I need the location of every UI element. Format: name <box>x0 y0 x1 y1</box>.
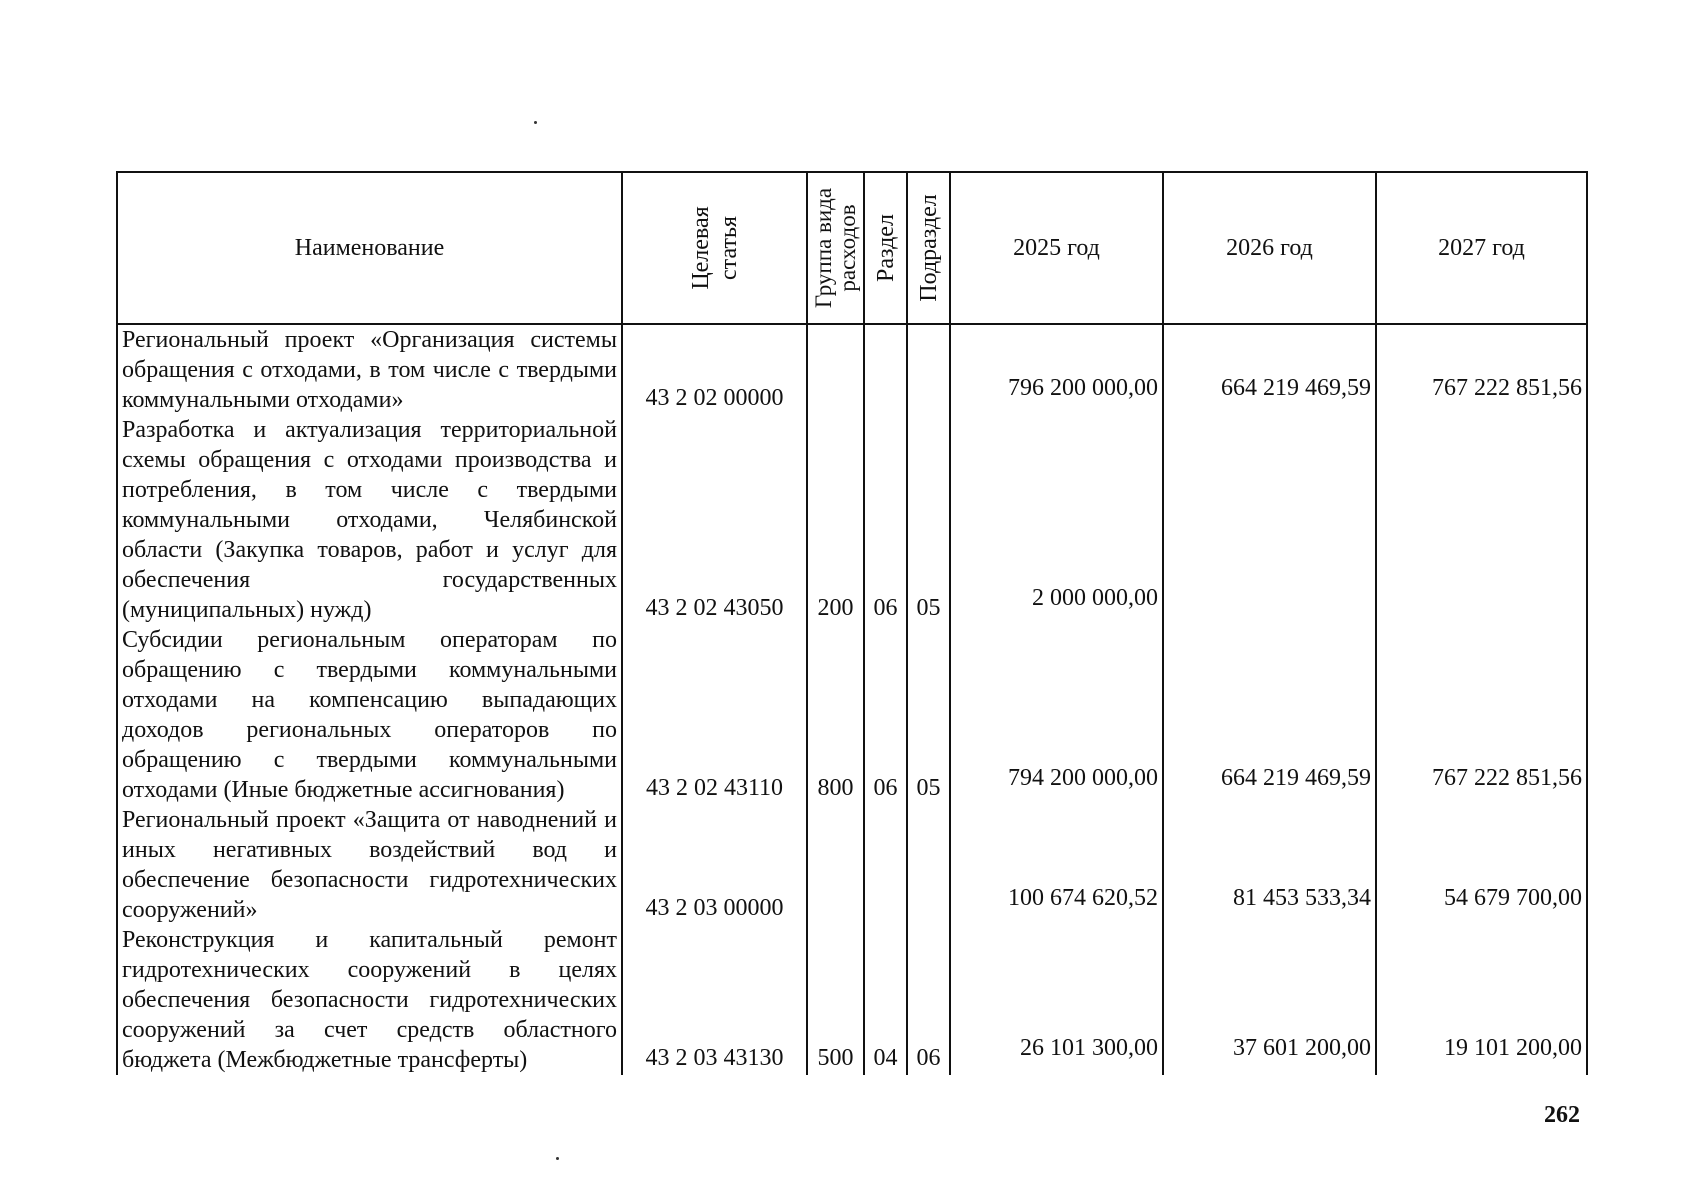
row-amount-2027: 767 222 851,56 <box>1376 324 1587 415</box>
row-amount-2026: 81 453 533,34 <box>1163 805 1376 925</box>
row-amount-2027 <box>1376 415 1587 625</box>
row-amount-2027: 54 679 700,00 <box>1376 805 1587 925</box>
header-name: Наименование <box>117 172 622 324</box>
row-name: Разработка и актуализация территориальной схемы обращения с отходами производства и потребления, в том числе с твердыми коммунальными отходами, Челябинской области (Закупка товаров, работ и услуг для обеспечения государственных (муниципальных) нужд) <box>117 415 622 625</box>
page-number: 262 <box>1544 1102 1580 1128</box>
row-amount-2025: 26 101 300,00 <box>950 925 1163 1075</box>
row-subsection <box>907 805 950 925</box>
row-amount-2026 <box>1163 415 1376 625</box>
header-year-2026: 2026 год <box>1163 172 1376 324</box>
row-target-article: 43 2 03 43130 <box>622 925 807 1075</box>
row-subsection: 06 <box>907 925 950 1075</box>
header-target-article: Целевая статья <box>622 172 807 324</box>
row-name: Региональный проект «Защита от наводнений и иных негативных воздействий вод и обеспечение безопасности гидротехнических сооружений» <box>117 805 622 925</box>
row-name: Реконструкция и капитальный ремонт гидротехнических сооружений в целях обеспечения безопасности гидротехнических сооружений за счет средств областного бюджета (Межбюджетные трансферты) <box>117 925 622 1075</box>
header-subsection: Подраздел <box>907 172 950 324</box>
row-amount-2026: 664 219 469,59 <box>1163 324 1376 415</box>
header-year-2027: 2027 год <box>1376 172 1587 324</box>
row-section: 06 <box>864 625 907 805</box>
table-row <box>117 415 1587 625</box>
row-amount-2026: 37 601 200,00 <box>1163 925 1376 1075</box>
row-section <box>864 805 907 925</box>
table-row <box>117 805 1587 925</box>
row-name: Региональный проект «Организация системы обращения с отходами, в том числе с твердыми коммунальными отходами» <box>117 324 622 415</box>
table-header <box>117 172 1587 324</box>
row-subsection <box>907 324 950 415</box>
row-section: 04 <box>864 925 907 1075</box>
table-row <box>117 324 1587 415</box>
row-expense-group <box>807 324 864 415</box>
row-amount-2025: 2 000 000,00 <box>950 415 1163 625</box>
row-amount-2025: 796 200 000,00 <box>950 324 1163 415</box>
row-target-article: 43 2 03 00000 <box>622 805 807 925</box>
header-year-2025: 2025 год <box>950 172 1163 324</box>
row-subsection: 05 <box>907 625 950 805</box>
table-row <box>117 925 1587 1075</box>
row-section <box>864 324 907 415</box>
row-amount-2027: 767 222 851,56 <box>1376 625 1587 805</box>
row-expense-group <box>807 805 864 925</box>
row-section: 06 <box>864 415 907 625</box>
row-amount-2025: 100 674 620,52 <box>950 805 1163 925</box>
row-target-article: 43 2 02 43110 <box>622 625 807 805</box>
row-name: Субсидии региональным операторам по обращению с твердыми коммунальными отходами на компенсацию выпадающих доходов региональных операторов по обращению с твердыми коммунальными отходами (Иные бюджетные ассигнования) <box>117 625 622 805</box>
table-row <box>117 625 1587 805</box>
table-body <box>117 324 1587 1075</box>
row-target-article: 43 2 02 43050 <box>622 415 807 625</box>
row-expense-group: 500 <box>807 925 864 1075</box>
row-amount-2027: 19 101 200,00 <box>1376 925 1587 1075</box>
header-expense-group: Группа вида расходов <box>807 172 864 324</box>
header-section: Раздел <box>864 172 907 324</box>
budget-table <box>116 171 1588 1075</box>
row-subsection: 05 <box>907 415 950 625</box>
row-expense-group: 200 <box>807 415 864 625</box>
row-target-article: 43 2 02 00000 <box>622 324 807 415</box>
row-amount-2025: 794 200 000,00 <box>950 625 1163 805</box>
row-amount-2026: 664 219 469,59 <box>1163 625 1376 805</box>
scan-speck <box>534 121 537 124</box>
row-expense-group: 800 <box>807 625 864 805</box>
scan-speck <box>556 1157 559 1160</box>
